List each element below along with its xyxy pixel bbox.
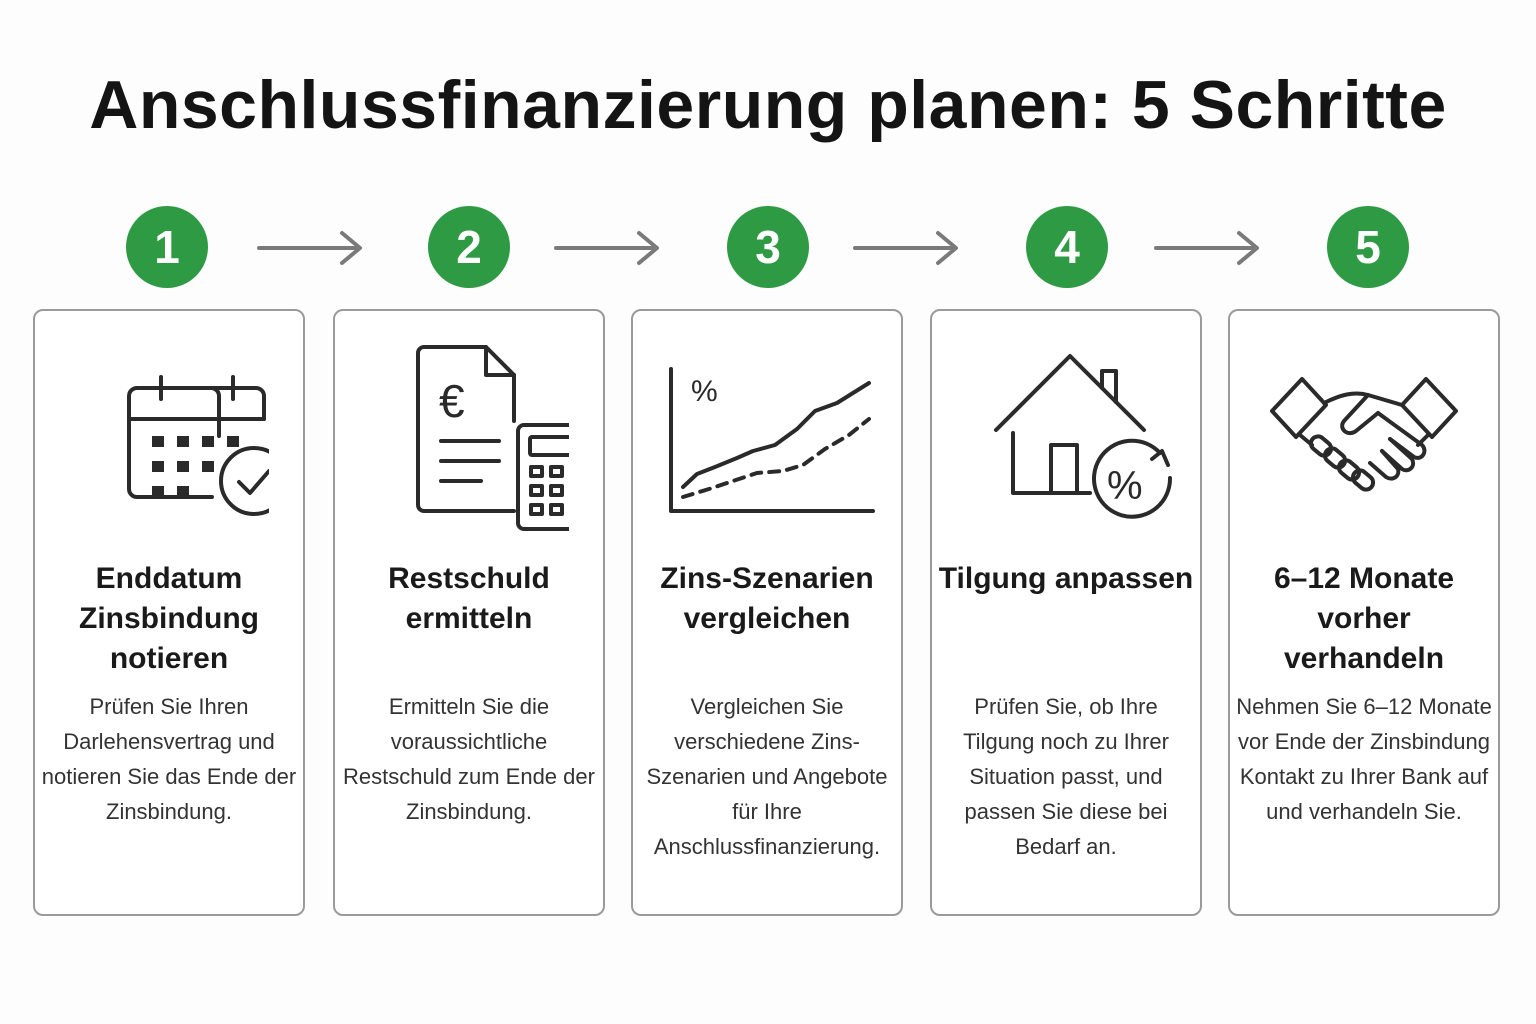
house-percent-icon <box>932 341 1200 531</box>
arrow-right-icon <box>852 228 962 268</box>
step-3-badge: 3 <box>727 206 809 288</box>
step-4-badge: 4 <box>1026 206 1108 288</box>
step-description: Ermitteln Sie die voraussichtliche Restschuld zum Ende der Zinsbindung. <box>343 694 595 824</box>
step-1-badge: 1 <box>126 206 208 288</box>
step-heading: Enddatum Zinsbindung notieren <box>79 562 259 675</box>
euro-symbol: € <box>439 375 465 427</box>
step-description: Prüfen Sie Ihren Darlehensvertrag und notieren Sie das Ende der Zinsbindung. <box>41 694 297 824</box>
step-card-1 <box>33 309 305 916</box>
step-2-badge: 2 <box>428 206 510 288</box>
step-heading: Zins-Szenarien vergleichen <box>660 562 874 635</box>
percent-symbol: % <box>691 375 718 408</box>
step-heading: Tilgung anpassen <box>938 562 1194 595</box>
step-description: Vergleichen Sie verschiedene Zins-Szenarien und Angebote für Ihre Anschlussfinanzierung. <box>646 694 888 859</box>
step-description: Nehmen Sie 6–12 Monate vor Ende der Zinsbindung Kontakt zu Ihrer Bank auf und verhandeln Sie. <box>1236 694 1492 824</box>
handshake-icon <box>1230 341 1498 531</box>
calendar-check-icon <box>35 341 303 531</box>
percent-symbol: % <box>1107 464 1143 508</box>
step-card-3 <box>631 309 903 916</box>
arrow-right-icon <box>256 228 366 268</box>
step-card-4 <box>930 309 1202 916</box>
arrow-right-icon <box>553 228 663 268</box>
step-card-5 <box>1228 309 1500 916</box>
arrow-right-icon <box>1153 228 1263 268</box>
step-card-2 <box>333 309 605 916</box>
step-heading: Restschuld ermitteln <box>388 562 550 635</box>
document-calculator-icon <box>335 341 603 531</box>
step-description: Prüfen Sie, ob Ihre Tilgung noch zu Ihrer Situation passt, und passen Sie diese bei Bedarf an. <box>963 694 1169 859</box>
rate-chart-icon <box>633 341 901 531</box>
step-5-badge: 5 <box>1327 206 1409 288</box>
step-heading: 6–12 Monate vorher verhandeln <box>1273 562 1455 675</box>
page-title: Anschlussfinanzierung planen: 5 Schritte <box>89 67 1447 143</box>
